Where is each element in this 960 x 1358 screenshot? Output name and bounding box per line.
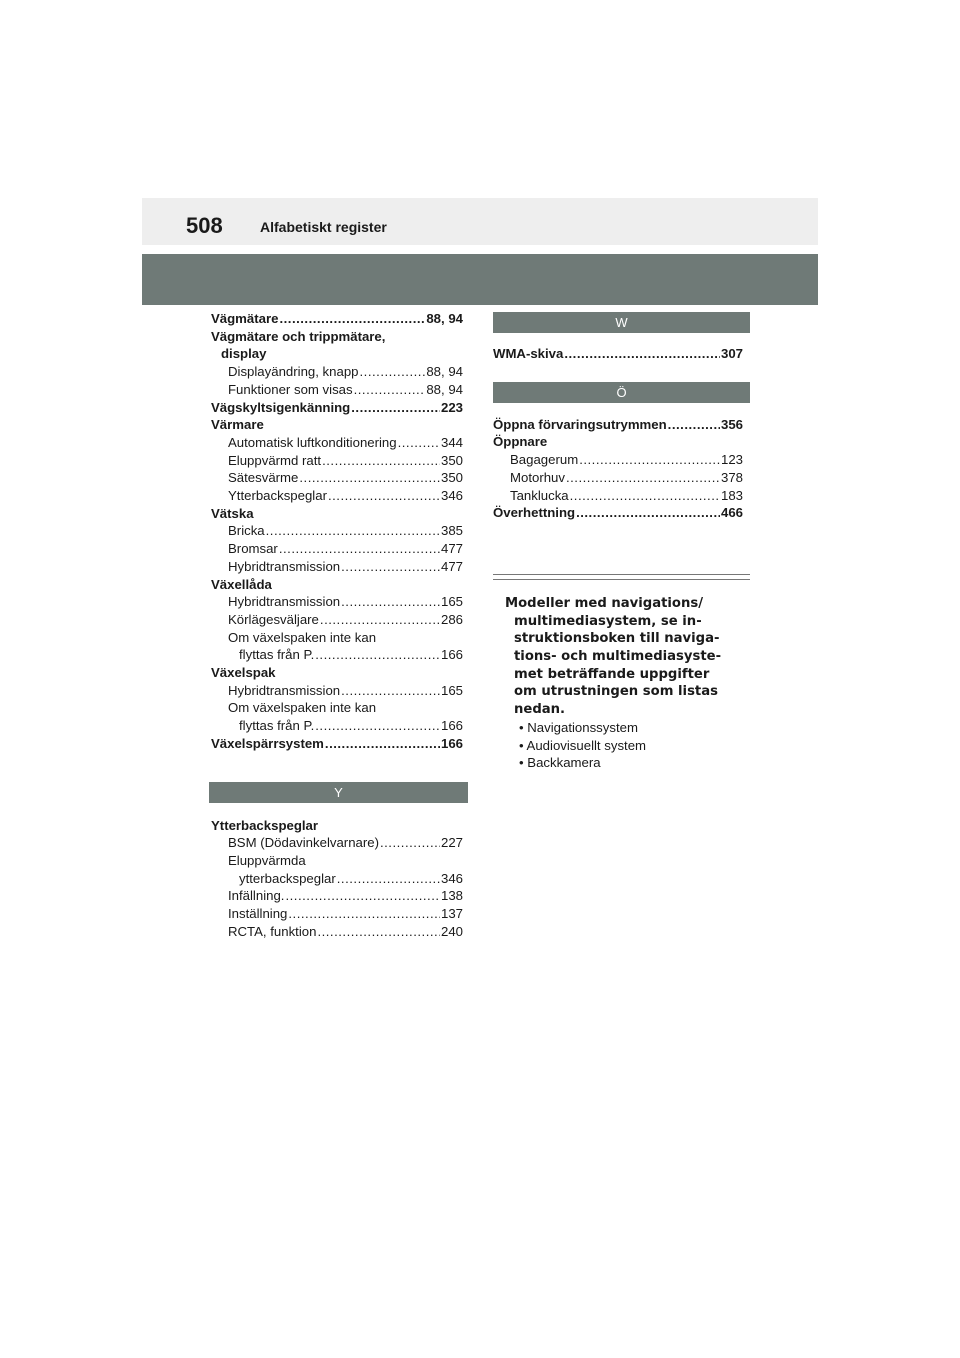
index-subentry: Funktioner som visas ..... 88, 94: [211, 381, 463, 399]
index-list-v: [211, 310, 463, 753]
index-entry: Öppnare: [493, 434, 548, 450]
navigation-note: [493, 595, 743, 772]
index-subentry: Bagagerum ..... 123: [493, 451, 743, 469]
note-heading-line: multimediasystem, se in-: [514, 613, 702, 629]
index-entry: Värmare: [211, 417, 264, 433]
index-subentry: flyttas från P. ..... 166: [211, 717, 463, 735]
index-subentry: Eluppvärmda: [228, 852, 306, 868]
index-subentry: RCTA, funktion ..... 240: [211, 923, 463, 941]
index-subentry: flyttas från P. ..... 166: [211, 646, 463, 664]
bullet-item: • Audiovisuellt system: [519, 737, 647, 753]
header-bar: [142, 198, 818, 245]
index-entry: Växelspak: [211, 665, 276, 681]
index-subentry: Motorhuv ..... 378: [493, 469, 743, 487]
note-heading-line: om utrustningen som listas: [514, 684, 718, 700]
index-entry: WMA-skiva ..... 307: [493, 345, 743, 363]
index-entry-continuation: display: [221, 346, 267, 362]
index-subentry: Körlägesväljare ..... 286: [211, 611, 463, 629]
index-subentry: BSM (Dödavinkelvarnare) ..... 227: [211, 834, 463, 852]
section-letter-oe: Ö: [493, 382, 750, 403]
index-column-left: [211, 310, 463, 941]
index-subentry: Hybridtransmission ..... 477: [211, 558, 463, 576]
index-subentry: Om växelspaken inte kan: [228, 629, 377, 645]
note-heading-line: nedan.: [514, 702, 566, 718]
index-entry: Överhettning ..... 466: [493, 504, 743, 522]
index-subentry: Displayändring, knapp ..... 88, 94: [211, 363, 463, 381]
spacer: [493, 522, 743, 574]
index-subentry: ytterbackspeglar ..... 346: [211, 870, 463, 888]
index-subentry: Hybridtransmission ..... 165: [211, 593, 463, 611]
index-entry: Vätska: [211, 505, 254, 521]
index-subentry: Inställning ..... 137: [211, 905, 463, 923]
note-heading: [493, 595, 743, 719]
header-band: [142, 254, 818, 305]
index-subentry: Bricka ..... 385: [211, 522, 463, 540]
bullet-item: • Backkamera: [519, 755, 601, 771]
index-entry: Vägmätare och trippmätare,: [211, 328, 386, 344]
index-entry: Växelspärrsystem ..... 166: [211, 735, 463, 753]
note-heading-line: Modeller med navigations/: [505, 595, 704, 611]
index-entry: Vägskyltsigenkänning ..... 223: [211, 399, 463, 417]
page-number: 508: [186, 213, 223, 238]
index-list-y: [211, 817, 463, 941]
index-entry: Växellåda: [211, 576, 272, 592]
index-subentry: Infällning. ..... 138: [211, 887, 463, 905]
index-list-oe: [493, 416, 743, 522]
index-subentry: Om växelspaken inte kan: [228, 700, 377, 716]
double-rule-divider: [493, 574, 750, 580]
index-subentry: Hybridtransmission ..... 165: [211, 682, 463, 700]
section-letter-y: Y: [209, 782, 468, 803]
index-entry: Öppna förvaringsutrymmen ..... 356: [493, 416, 743, 434]
index-subentry: Automatisk luftkonditionering ..... 344: [211, 434, 463, 452]
index-subentry: Ytterbackspeglar ..... 346: [211, 487, 463, 505]
index-entry: Ytterbackspeglar: [211, 817, 319, 833]
index-subentry: Sätesvärme ..... 350: [211, 469, 463, 487]
note-heading-line: struktionsboken till naviga-: [514, 631, 720, 647]
note-heading-line: met beträffande uppgifter: [514, 666, 710, 682]
index-subentry: Bromsar ..... 477: [211, 540, 463, 558]
index-subentry: Tanklucka ..... 183: [493, 487, 743, 505]
section-letter-w: W: [493, 312, 750, 333]
index-entry: Vägmätare ..... 88, 94: [211, 310, 463, 328]
bullet-item: • Navigationssystem: [519, 719, 638, 735]
index-column-right: [493, 312, 743, 772]
index-subentry: Eluppvärmd ratt ..... 350: [211, 452, 463, 470]
page-title: Alfabetiskt register: [260, 219, 387, 235]
note-heading-line: tions- och multimediasyste-: [514, 649, 722, 665]
